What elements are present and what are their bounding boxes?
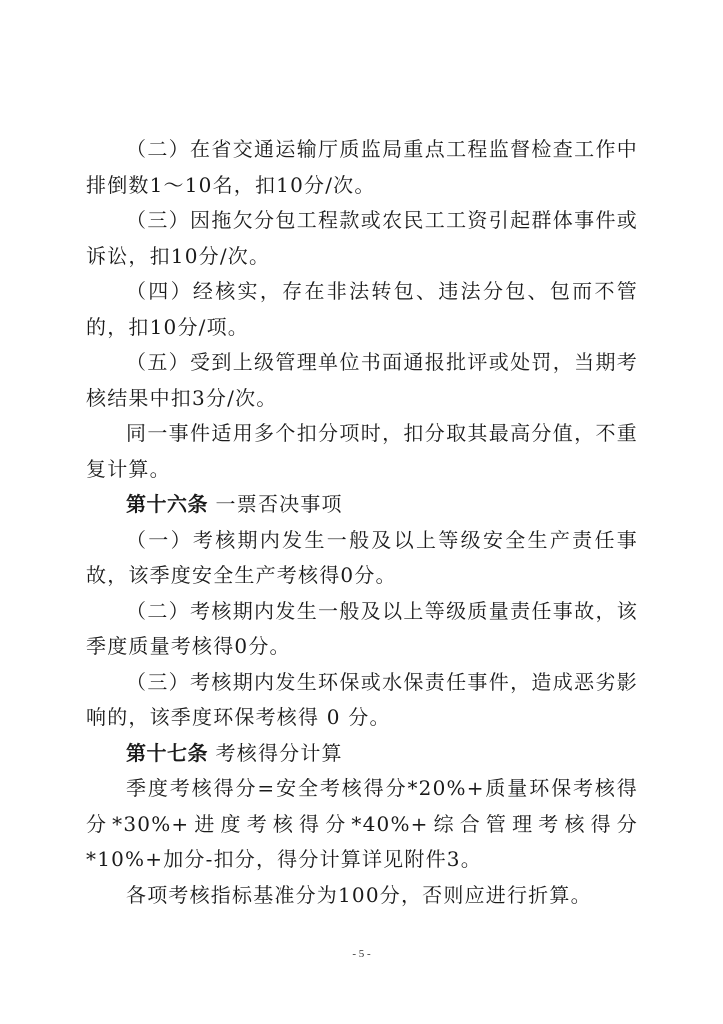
article-16-heading — [86, 487, 638, 523]
score-formula-paragraph: 季度考核得分=安全考核得分*20%+质量环保考核得分*30%+进度考核得分*40%+综合管理考核得分*10%+加分-扣分，得分计算详见附件3。 — [86, 776, 638, 871]
article-17-title: 考核得分计算 — [208, 740, 343, 765]
veto-item-1: （一）考核期内发生一般及以上等级安全生产责任事故，该季度安全生产考核得0分。 — [86, 527, 638, 587]
veto-item-2: （二）考核期内发生一般及以上等级质量责任事故，该季度质量考核得0分。 — [86, 598, 638, 658]
paragraph-item-2: （二）在省交通运输厅质监局重点工程监督检查工作中排倒数1～10名，扣10分/次。 — [86, 137, 638, 197]
article-16-number: 第十六条 — [126, 492, 208, 516]
article-17-number: 第十七条 — [126, 740, 208, 765]
paragraph-item-5: （五）受到上级管理单位书面通报批评或处罚，当期考核结果中扣3分/次。 — [86, 350, 638, 410]
document-body — [86, 132, 638, 913]
paragraph-item-3: （三）因拖欠分包工程款或农民工工资引起群体事件或诉讼，扣10分/次。 — [86, 208, 638, 268]
article-16-title: 一票否决事项 — [208, 492, 343, 516]
paragraph-item-4: （四）经核实，存在非法转包、违法分包、包而不管的，扣10分/项。 — [86, 279, 638, 339]
paragraph-same-event-rule: 同一事件适用多个扣分项时，扣分取其最高分值，不重复计算。 — [86, 421, 638, 481]
base-score-paragraph: 各项考核指标基准分为100分，否则应进行折算。 — [126, 882, 592, 907]
article-17-heading — [86, 736, 638, 772]
page-number: - 5 - — [352, 948, 371, 960]
veto-item-3: （三）考核期内发生环保或水保责任事件，造成恶劣影响的，该季度环保考核得 0 分。 — [86, 669, 638, 729]
